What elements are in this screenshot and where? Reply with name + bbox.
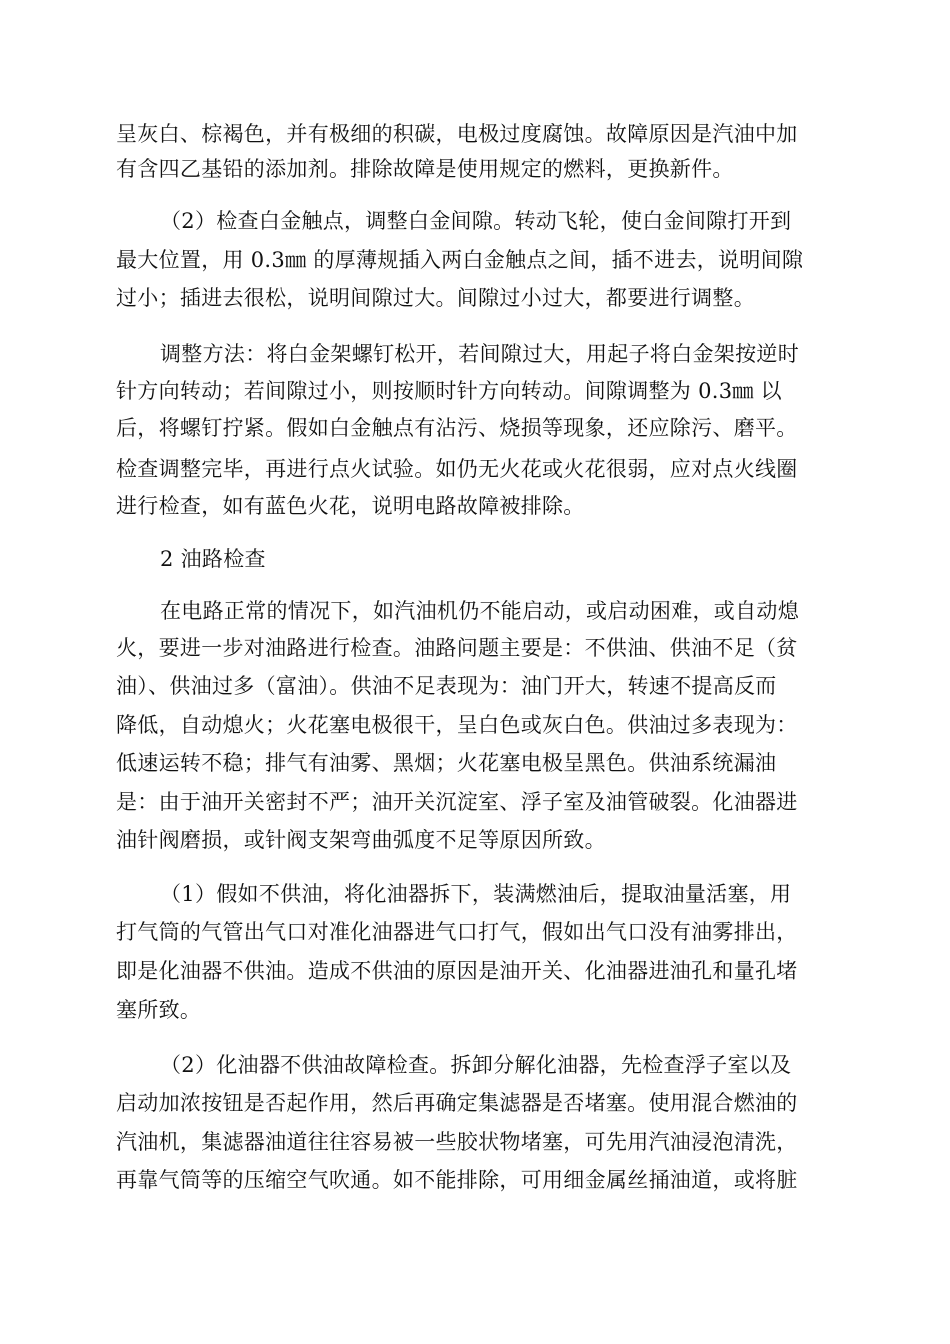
text-line: （2）化油器不供油故障检查。拆卸分解化油器，先检查浮子室以及 <box>160 1053 792 1077</box>
text-line: 即是化油器不供油。造成不供油的原因是油开关、化油器进油孔和量孔堵 <box>116 959 798 983</box>
text-line: 后，将螺钉拧紧。假如白金触点有沾污、烧损等现象，还应除污、磨平。 <box>116 416 798 440</box>
text-line: （1）假如不供油，将化油器拆下，装满燃油后，提取油量活塞，用 <box>160 882 792 906</box>
text-line: 检查调整完毕，再进行点火试验。如仍无火花或火花很弱，应对点火线圈 <box>116 457 798 481</box>
text-line: 打气筒的气管出气口对准化油器进气口打气，假如出气口没有油雾排出， <box>116 920 798 944</box>
text-line: 启动加浓按钮是否起作用，然后再确定集滤器是否堵塞。使用混合燃油的 <box>116 1091 798 1115</box>
text-line: （2）检查白金触点，调整白金间隙。转动飞轮，使白金间隙打开到 <box>160 209 792 233</box>
text-line: 进行检查，如有蓝色火花，说明电路故障被排除。 <box>116 494 585 518</box>
text-line: 火，要进一步对油路进行检查。油路问题主要是：不供油、供油不足（贫 <box>116 636 798 660</box>
text-line: 有含四乙基铅的添加剂。排除故障是使用规定的燃料，更换新件。 <box>116 157 734 181</box>
text-line: 呈灰白、棕褐色，并有极细的积碳，电极过度腐蚀。故障原因是汽油中加 <box>116 122 798 146</box>
text-line: 低速运转不稳；排气有油雾、黑烟；火花塞电极呈黑色。供油系统漏油 <box>116 751 777 775</box>
text-line: 再靠气筒等的压缩空气吹通。如不能排除，可用细金属丝捅油道，或将脏 <box>116 1168 798 1192</box>
text-line: 降低，自动熄火；火花塞电极很干，呈白色或灰白色。供油过多表现为： <box>116 713 798 737</box>
text-line: 油针阀磨损，或针阀支架弯曲弧度不足等原因所致。 <box>116 828 606 852</box>
section-heading: 2 油路检查 <box>160 547 266 571</box>
text-line: 是：由于油开关密封不严；油开关沉淀室、浮子室及油管破裂。化油器进 <box>116 790 798 814</box>
text-line: 塞所致。 <box>116 998 202 1022</box>
text-line: 汽油机，集滤器油道往往容易被一些胶状物堵塞，可先用汽油浸泡清洗， <box>116 1130 798 1154</box>
text-line: 在电路正常的情况下，如汽油机仍不能启动，或启动困难，或自动熄 <box>160 599 799 623</box>
text-line: 油）、供油过多（富油）。供油不足表现为：油门开大，转速不提高反而 <box>116 674 777 698</box>
text-line: 过小；插进去很松，说明间隙过大。间隙过小过大，都要进行调整。 <box>116 286 755 310</box>
text-line: 调整方法：将白金架螺钉松开，若间隙过大，用起子将白金架按逆时 <box>160 342 799 366</box>
text-line: 最大位置，用 0.3㎜ 的厚薄规插入两白金触点之间，插不进去，说明间隙 <box>116 248 804 272</box>
text-line: 针方向转动；若间隙过小，则按顺时针方向转动。间隙调整为 0.3㎜ 以 <box>116 379 782 403</box>
